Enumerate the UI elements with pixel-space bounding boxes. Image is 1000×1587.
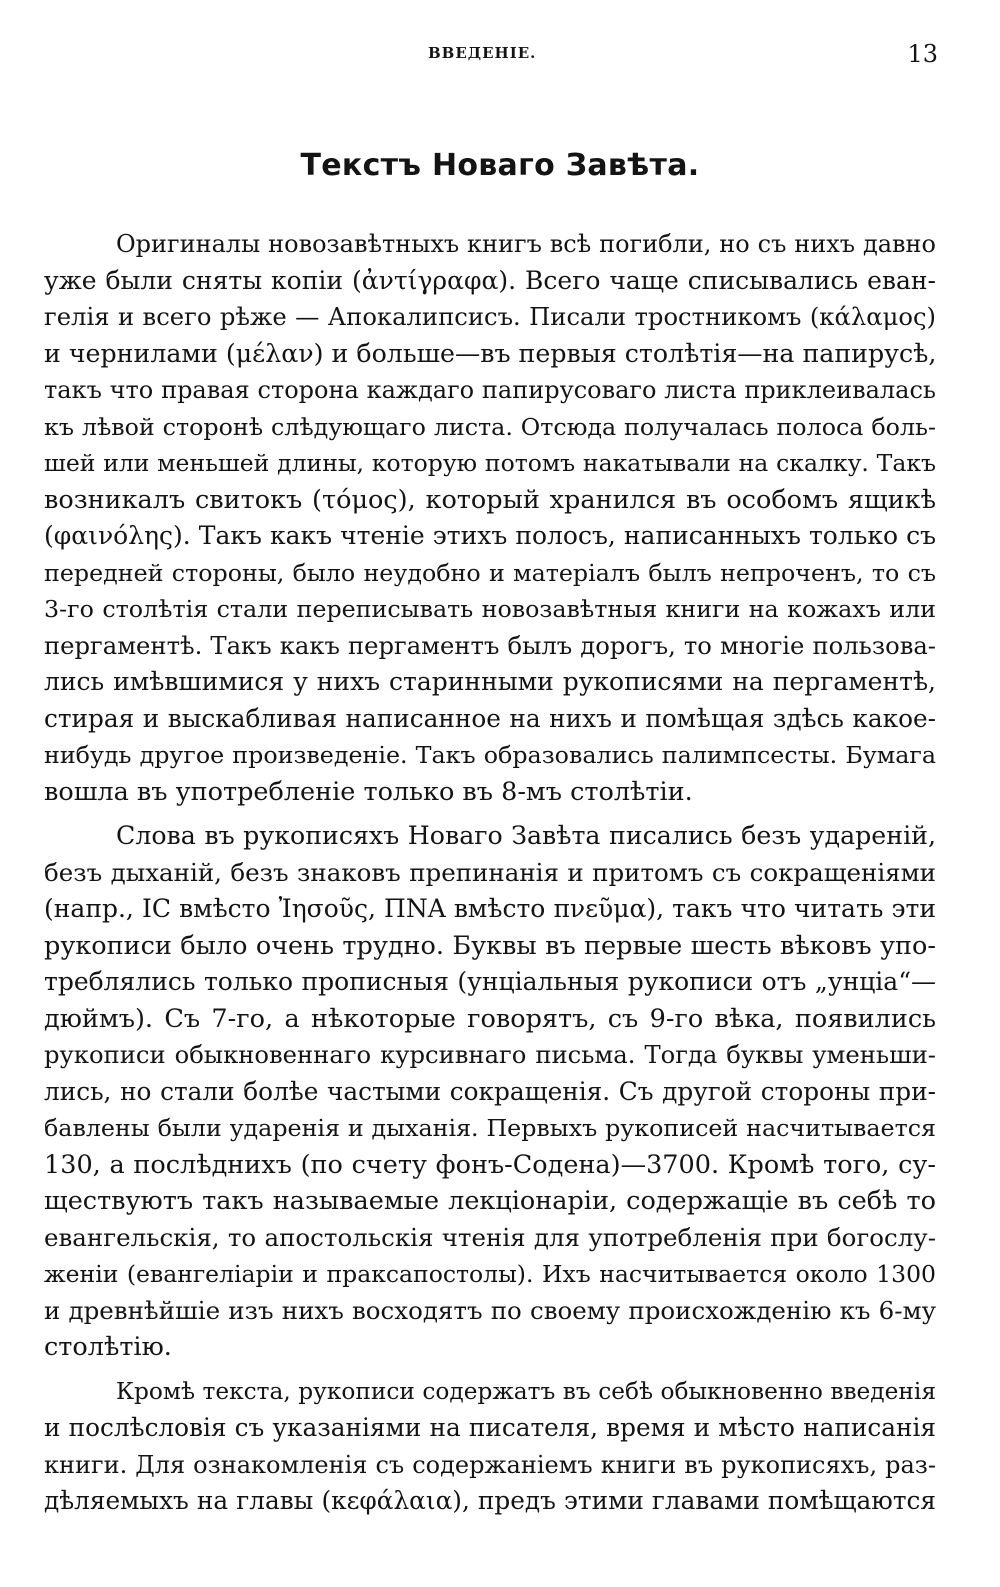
text-line: женіи (евангеліаріи и праксапостолы). Ихъ насчитывается около 1300: [44, 1260, 936, 1288]
body-text: [44, 226, 936, 1520]
text-line: 3-го столѣтія стали переписывать новозавѣтныя книги на кожахъ или: [44, 595, 936, 623]
text-line: рукописи обыкновеннаго курсивнаго письма. Тогда буквы уменьши-: [44, 1040, 936, 1069]
text-line: столѣтію.: [44, 1332, 172, 1362]
text-line: пергаментѣ. Такъ какъ пергаментъ былъ дорогъ, то многіе пользова-: [44, 630, 936, 660]
text-line: евангельскія, то апостольскія чтенія для употребленія при богослу-: [44, 1222, 936, 1252]
page-number: 13: [907, 40, 938, 68]
paragraph-gap: [44, 1366, 936, 1374]
paragraph-gap: [44, 810, 936, 818]
text-line: гелія и всего рѣже — Апокалипсисъ. Писали тростникомъ (κάλαμος): [44, 302, 936, 331]
text-line: бавлены были ударенія и дыханія. Первыхъ рукописей насчитывается: [44, 1114, 936, 1142]
text-line: 130, а послѣднихъ (по счету фонъ-Содена)—3700. Кромѣ того, су-: [44, 1149, 936, 1180]
text-line: и чернилами (μέλαν) и больше—въ первыя столѣтія—на папирусѣ,: [44, 338, 937, 368]
text-line: дюймъ). Съ 7-го, а нѣкоторые говорятъ, съ 9-го вѣка, появились: [44, 1003, 936, 1034]
text-line: нибудь другое произведеніе. Такъ образовались палимпсесты. Бумага: [44, 741, 936, 769]
text-line: и послѣсловія съ указаніями на писателя, время и мѣсто написанія: [44, 1413, 936, 1442]
text-line: такъ что правая сторона каждаго папирусоваго листа приклеивалась: [44, 376, 936, 404]
paragraph-3: [44, 1374, 936, 1520]
paragraph-2: [44, 818, 936, 1366]
section-title: Текстъ Новаго Завѣта.: [300, 148, 700, 183]
text-line: передней стороны, было неудобно и матеріалъ былъ непроченъ, то съ: [44, 558, 936, 587]
running-head: ВВЕДЕНІЕ.: [428, 44, 537, 62]
text-line: книги. Для ознакомленія съ содержаніемъ книги въ рукописяхъ, раз-: [44, 1450, 936, 1479]
text-line: рукописи было очень трудно. Буквы въ первые шесть вѣковъ упо-: [44, 930, 936, 961]
text-line: ществуютъ такъ называемые лекціонаріи, содержащіе въ себѣ то: [44, 1186, 936, 1216]
text-line: лись, но стали болѣе частыми сокращенія. Съ другой стороны при-: [44, 1076, 936, 1106]
text-line: къ лѣвой сторонѣ слѣдующаго листа. Отсюда получалась полоса боль-: [44, 412, 936, 441]
text-line: возникалъ свитокъ (τόμος), который хранился въ особомъ ящикѣ: [44, 484, 936, 515]
text-line: вошла въ употребленіе только въ 8-мъ столѣтіи.: [44, 776, 693, 807]
text-line: лись имѣвшимися у нихъ старинными рукописями на пергаментѣ,: [44, 667, 936, 696]
text-line: Кромѣ текста, рукописи содержатъ въ себѣ обыкновенно введенія: [116, 1377, 936, 1405]
text-line: и древнѣйшіе изъ нихъ восходятъ по своему происхожденію къ 6-му: [44, 1295, 936, 1325]
text-line: Слова въ рукописяхъ Новаго Завѣта писались безъ удареній,: [116, 821, 936, 850]
paragraph-1: [44, 226, 936, 810]
text-line: (φαινόλης). Такъ какъ чтеніе этихъ полосъ, написанныхъ только съ: [44, 521, 936, 550]
text-line: безъ дыханій, безъ знаковъ препинанія и притомъ съ сокращеніями: [44, 857, 936, 887]
text-line: шей или меньшей длины, которую потомъ накатывали на скалку. Такъ: [44, 449, 936, 477]
text-line: дѣляемыхъ на главы (κεφάλαια), предъ этими главами помѣщаются: [44, 1486, 936, 1515]
text-line: (напр., IC вмѣсто Ἰησοῦς, ΠΝΑ вмѣсто πνεῦμα), такъ что читать эти: [44, 894, 936, 923]
text-line: Оригиналы новозавѣтныхъ книгъ всѣ погибли, но съ нихъ давно: [116, 230, 936, 258]
text-line: треблялись только прописныя (унціальныя рукописи отъ „унціа“—: [44, 967, 936, 996]
text-line: стирая и выскабливая написанное на нихъ и помѣщая здѣсь какое-: [44, 703, 936, 733]
text-line: уже были сняты копіи (ἀντίγραφα). Всего чаще списывались еван-: [44, 265, 936, 295]
